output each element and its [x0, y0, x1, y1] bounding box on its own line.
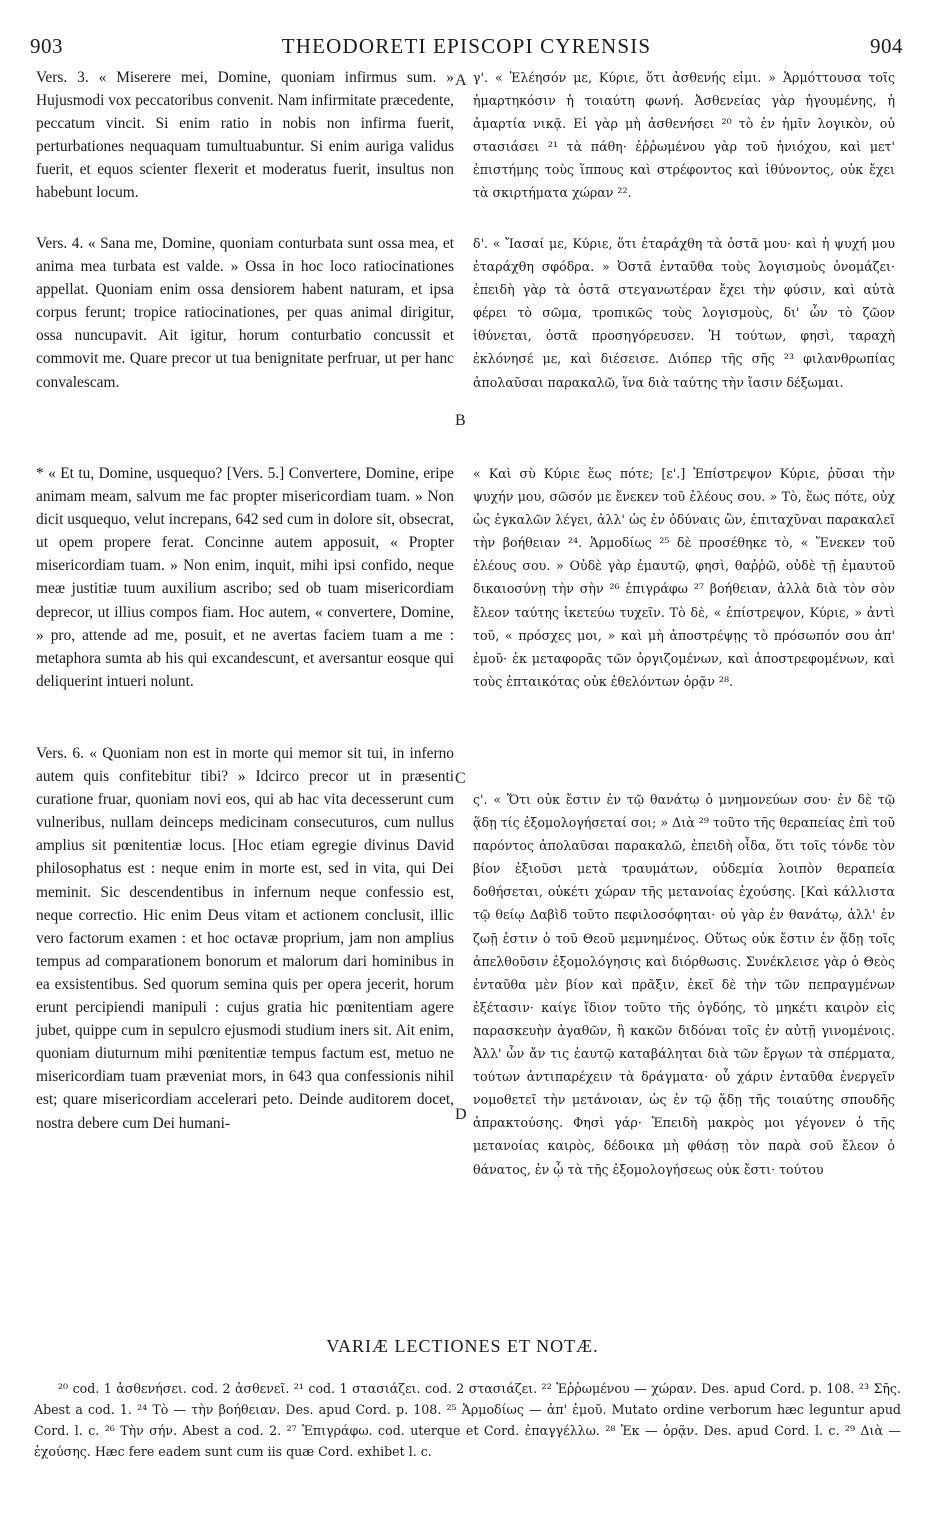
right-page-number: 904 — [870, 34, 903, 58]
greek-paragraph-gamma: γ'. « Ἐλέησόν με, Κύριε, ὅτι ἀσθενής εἰμι. » Ἁρμόττουσα τοῖς ἡμαρτηκόσιν ἡ τοιαύτη φωνή. Ἀσθενείας γὰρ ἡγουμένης, ἡ ἁμαρτία νικᾷ. Εἰ γὰρ μὴ ἀσθενήσει ²⁰ τὸ ἐν ἡμῖν λογικὸν, οὐ στασιάσει ²¹ τὰ πάθη· ἐῤῥωμένου γὰρ τοῦ ἡνιόχου, καὶ μετ' ἐπιστήμης τοὺς ἵππους καὶ στρέφοντος καὶ ἰθύνοντος, οὐκ ἔχει τὰ σκιρτήματα χώραν ²². — [473, 70, 895, 201]
latin-paragraph-vers-5: * « Et tu, Domine, usquequo? [Vers. 5.] Convertere, Domine, eripe animam meam, salvum me fac propter misericordiam tuam. » Non dicit usquequo, velut increpans, 642 sed cum in dolore sit, obsecrat, ut opem propere ferat. Concinne autem apposuit, « Propter misericordiam tuam. » Non enim, inquit, mihi ipsi confido, neque meæ justitiæ tuum auxilium ascribo; sed ob tuam misericordiam deprecor, ut illius compos fiam. Hoc autem, « convertere, Domine, » pro, attende ad me, posuit, et ne avertas faciem tuam a me : metaphora sumta ab his qui excandescunt, et aversantur eosque qui deliquerint intueri nolunt. — [36, 465, 454, 690]
latin-paragraph-vers-6: Vers. 6. « Quoniam non est in morte qui memor sit tui, in inferno autem quis confitebitur tibi? » Idcirco precor ut in præsenti curatione fruar, quoniam novi eos, qui ab hac vita decesserunt cum vulneribus, nullam deinceps medicinam consecuturos, cum nullus amplius sit pœnitentiæ locus. [Hoc etiam egregie divinus David philosophatus est : neque enim in morte est, sed in vita, qui Dei meminit. Sic descendentibus in infernum neque confessio est, neque correctio. Hic enim Deus vitam et actionem conclusit, illic vero factorum examen : et hoc octavæ proprium, jam non amplius tempus ad comparationem bonorum et malorum dari hominibus in ea exsistentibus. Sed quorum semina quis per opera jecerit, horum erunt percipiendi manipuli : cujus gratia hic pœnitentiam agere jubet, quippe cum in sepulcro ejusmodi studium iners sit. Ait enim, quoniam diuturnum mihi pœnitentiæ tempus factum est, metuo ne misericordiam tuam præveniat mors, in 643 qua confessionis nihil est; quare misericordiam accelerari peto. Deinde auditorem docet, nostra debere cum Dei humani- — [36, 745, 454, 1132]
running-header — [30, 34, 903, 64]
margin-marker-b: B — [455, 412, 466, 429]
notes-heading: VARIÆ LECTIONES ET NOTÆ. — [326, 1336, 599, 1356]
greek-paragraph-delta: δ'. « Ἴασαί με, Κύριε, ὅτι ἐταράχθη τὰ ὀστᾶ μου· καὶ ἡ ψυχή μου ἐταράχθη σφόδρα. » Ὀστᾶ ἐνταῦθα τοὺς λογισμοὺς ὀνομάζει· ἐπειδὴ γὰρ τὰ ὀστᾶ στεγανωτέραν ἔχει τὴν φύσιν, καὶ αὐτὰ φέρει τὸ σῶμα, τροπικῶς τοὺς λογισμοὺς, δι' ὧν τὸ ζῶον ἰθύνεται, ὀστᾶ προσηγόρευσεν. Ἡ τούτων, φησὶ, ταραχὴ ἐκλόνησέ με, καὶ διέσεισε. Διόπερ τῆς σῆς ²³ φιλανθρωπίας ἀπολαῦσαι παρακαλῶ, ἵνα διὰ ταύτης τὴν ἴασιν δέξωμαι. — [473, 236, 895, 390]
greek-paragraph-stigma: ς'. « Ὅτι οὐκ ἔστιν ἐν τῷ θανάτῳ ὁ μνημονεύων σου· ἐν δὲ τῷ ᾅδῃ τίς ἐξομολογήσεταί σοι; » Διὰ ²⁹ τοῦτο τῆς θεραπείας ἐπὶ τοῦ παρόντος ἀπολαῦσαι παρακαλῶ, ἐπειδὴ οἶδα, ὅτι τοῖς τόνδε τὸν βίον ἐξιοῦσι μετὰ τραυμάτων, οὐδεμία λοιπὸν θεραπεία δοθήσεται, οὐκέτι χώραν τῆς μετανοίας ἐχούσης. [Καὶ κάλλιστα τῷ θείῳ Δαβὶδ τοῦτο πεφιλοσόφηται· οὐ γὰρ ἐν θανάτῳ, ἀλλ' ἐν ζωῇ ἐστιν ὁ τοῦ Θεοῦ μεμνημένος. Οὕτως οὐκ ἔστιν ἐν ᾅδῃ τοῖς ἀπελθοῦσιν ἐξομολόγησις καὶ διόρθωσις. Συνέκλεισε γὰρ ὁ Θεὸς ἐνταῦθα μὲν βίον καὶ πρᾶξιν, ἐκεῖ δὲ τὴν τῶν πεπραγμένων ἐξέτασιν· καίγε ἴδιον τοῦτο τῆς ὀγδόης, τὸ μηκέτι καιρὸν εἰς παρασκευὴν ἀγαθῶν, ἢ κακῶν διδόναι τοῖς ἐν αὐτῇ γινομένοις. Ἀλλ' ὧν ἄν τις ἑαυτῷ καταβάληται διὰ τῶν ἔργων τὰ σπέρματα, τούτων ἀντιπαρέχειν τὰ δράγματα· οὗ χάριν ἐνταῦθα ἐνεργεῖν νομοθετεῖ τὴν μετάνοιαν, ὡς ἐν τῷ ᾅδῃ τῆς τοιαύτης σπουδῆς ἀπρακτούσης. Φησὶ γάρ· Ἐπειδὴ μακρὸς μοι γέγονεν ὁ τῆς μετανοίας καιρὸς, δέδοικα μὴ φθάσῃ τὸν παρὰ σοῦ ἔλεον ὁ θάνατος, ἐν ᾧ τὰ τῆς ἐξομολογήσεως οὐκ ἔστι· τούτου — [473, 792, 895, 1177]
margin-marker-d: D — [455, 1106, 467, 1123]
footnotes-text: ²⁰ cod. 1 ἀσθενήσει. cod. 2 ἀσθενεῖ. ²¹ cod. 1 στασιάζει. cod. 2 στασιάζει. ²² Ἐῤῥωμένου — χώραν. Des. apud Cord. p. 108. ²³ Σῆς. Abest a cod. 1. ²⁴ Τὸ — τὴν βοήθειαν. Des. apud Cord. p. 108. ²⁵ Ἁρμοδίως — ἀπ' ἐμοῦ. Mutato ordine verborum hæc leguntur apud Cord. l. c. ²⁶ Τὴν σήν. Abest a cod. 2. ²⁷ Ἐπιγράφω. cod. uterque et Cord. ἐπαγγέλλω. ²⁸ Ἐκ — ὁρᾷν. Des. apud Cord. l. c. ²⁹ Διὰ — ἐχούσης. Hæc fere eadem sunt cum iis quæ Cord. exhibet l. c. — [34, 1381, 901, 1459]
running-title: THEODORETI EPISCOPI CYRENSIS — [281, 34, 652, 58]
left-page-number: 903 — [30, 34, 63, 58]
latin-paragraph-vers-4: Vers. 4. « Sana me, Domine, quoniam conturbata sunt ossa mea, et anima mea turbata est valde. » Ossa in hoc loco ratiocinationes appellat. Quoniam enim ossa densiorem habent naturam, et ipsa corpus ferunt; tropice ratiocinationes, per quas animal dirigitur, ossa nuncupavit. Ait igitur, horum conturbatio concussit et commovit me. Quare precor ut tua benignitate perfruar, ut per hanc convalescam. — [36, 235, 454, 391]
margin-marker-c: C — [455, 770, 466, 787]
footnotes — [34, 1378, 901, 1462]
greek-paragraph-epsilon: « Καὶ σὺ Κύριε ἕως πότε; [ε'.] Ἐπίστρεψον Κύριε, ῥῦσαι τὴν ψυχήν μου, σῶσόν με ἕνεκεν τοῦ ἐλέους σου. » Τὸ, ἕως πότε, οὐχ ὡς ἐγκαλῶν λέγει, ἀλλ' ὡς ἐν ὀδύναις ὢν, ἐπιταχῦναι παρακαλεῖ τὴν βοήθειαν ²⁴. Ἁρμοδίως ²⁵ δὲ προσέθηκε τὸ, « Ἕνεκεν τοῦ ἐλέους σου. » Οὐδὲ γὰρ ἐμαυτῷ, φησὶ, θαῤῥῶ, οὐδὲ τῇ ἐμαυτοῦ δικαιοσύνῃ τὴν σὴν ²⁶ ἐπιγράφω ²⁷ βοήθειαν, ἀλλὰ διὰ τὸν σὸν ἔλεον ταύτης ἱκετεύω τυχεῖν. Τὸ δὲ, « ἐπίστρεψον, Κύριε, » ἀντὶ τοῦ, « πρόσχες μοι, » καὶ μὴ ἀποστρέψῃς τὸ πρόσωπόν σου ἀπ' ἐμοῦ· ἐκ μεταφορᾶς τῶν ὀργιζομένων, καὶ ἀποστρεφομένων, καὶ τοὺς ἐπταικότας οὐκ ἐθελόντων ὁρᾷν ²⁸. — [473, 466, 895, 689]
latin-paragraph-vers-3: Vers. 3. « Miserere mei, Domine, quoniam infirmus sum. » Hujusmodi vox peccatoribus convenit. Nam infirmitate præcedente, peccatum vincit. Si enim ratio in nobis non infirma fuerit, perturbationes nequaquam tumultuabuntur. Si enim auriga validus fuerit, et equos scienter flexerit et moderatus fuerit, insultus non habebunt locum. — [36, 69, 454, 202]
margin-marker-a: A — [455, 72, 467, 89]
